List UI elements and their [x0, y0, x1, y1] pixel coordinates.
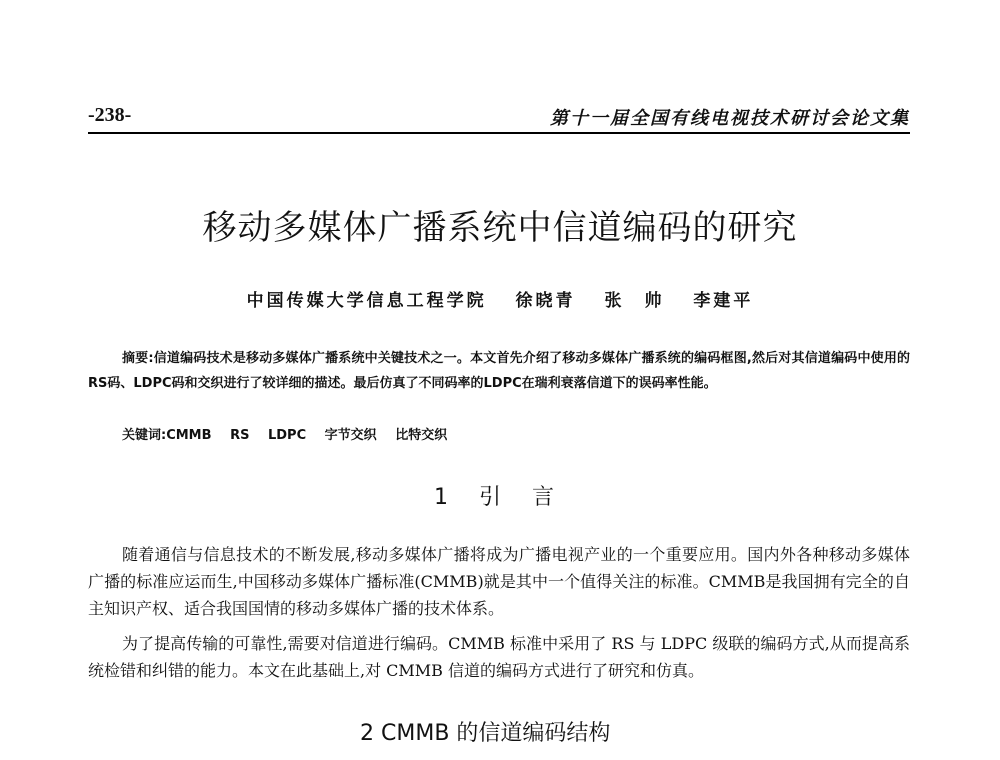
section-heading-introduction: 1 引 言 [434, 485, 566, 510]
page-number: -238- [88, 104, 132, 126]
affiliation: 中国传媒大学信息工程学院 [246, 291, 487, 311]
paper-title: 移动多媒体广播系统中信道编码的研究 [202, 208, 798, 248]
keywords [122, 424, 461, 443]
author-name: 徐晓青 [515, 291, 576, 311]
running-title: 第十一届全国有线电视技术研讨会论文集 [550, 108, 910, 129]
keyword: CMMB [166, 428, 212, 443]
body-paragraph: 随着通信与信息技术的不断发展,移动多媒体广播将成为广播电视产业的一个重要应用。国内外各种移动多媒体广播的标准应运而生,中国移动多媒体广播标准(CMMB)就是其中一个值得关注的标准。CMMB是我国拥有完全的自主知识产权、适合我国国情的移动多媒体广播的技术体系。 [88, 545, 910, 618]
abstract: 摘要:信道编码技术是移动多媒体广播系统中关键技术之一。本文首先介绍了移动多媒体广播系统的编码框图,然后对其信道编码中使用的RS码、LDPC码和交织进行了较详细的描述。最后仿真了不同码率的LDPC在瑞利衰落信道下的误码率性能。 [88, 351, 910, 391]
keywords-label: 关键词: [122, 428, 167, 443]
keyword: LDPC [267, 428, 307, 443]
author-name: 张 帅 [604, 291, 665, 311]
keyword: RS [230, 428, 250, 443]
body-paragraph: 为了提高传输的可靠性,需要对信道进行编码。CMMB 标准中采用了 RS 与 LDPC 级联的编码方式,从而提高系统检错和纠错的能力。本文在此基础上,对 CMMB 信道的编码方式进行了研究和仿真。 [88, 634, 910, 680]
section-heading-channel-coding: 2 CMMB 的信道编码结构 [360, 721, 611, 746]
page-header [88, 102, 910, 134]
keyword: 比特交织 [395, 428, 448, 443]
keyword: 字节交织 [324, 428, 377, 443]
author-name: 李建平 [693, 291, 754, 311]
author-line [200, 286, 800, 311]
